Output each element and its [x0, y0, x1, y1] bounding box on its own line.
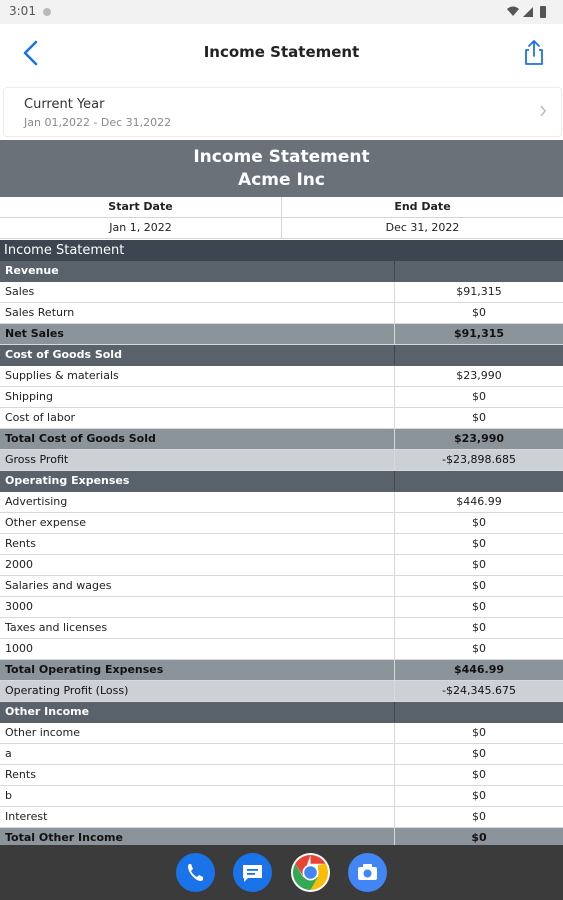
row-label: Total Cost of Goods Sold — [0, 429, 395, 449]
messages-app-button[interactable] — [233, 853, 272, 892]
table-row — [0, 303, 563, 324]
row-label: Salaries and wages — [0, 576, 395, 596]
table-row — [0, 639, 563, 660]
signal-icon — [523, 7, 533, 17]
row-value: $0 — [472, 642, 486, 655]
table-row — [0, 618, 563, 639]
row-label: Other Income — [0, 702, 395, 722]
row-label: 1000 — [0, 639, 395, 659]
row-value: $446.99 — [456, 495, 502, 508]
row-value: $0 — [472, 726, 486, 739]
row-label: Sales Return — [0, 303, 395, 323]
table-row — [0, 786, 563, 807]
table-row — [0, 366, 563, 387]
profit-row — [0, 681, 563, 702]
table-row — [0, 282, 563, 303]
battery-icon — [540, 6, 546, 18]
section-header-row — [0, 345, 563, 366]
share-icon — [517, 36, 551, 70]
row-value: $0 — [472, 306, 486, 319]
row-value — [395, 702, 563, 722]
table-row — [0, 744, 563, 765]
row-label: Cost of Goods Sold — [0, 345, 395, 365]
statement-rows — [0, 261, 563, 845]
row-value: $0 — [472, 789, 486, 802]
table-row — [0, 723, 563, 744]
table-row — [0, 534, 563, 555]
row-value: -$23,898.685 — [442, 453, 516, 466]
statement-title: Income Statement — [0, 240, 563, 261]
chrome-app-button[interactable] — [291, 853, 330, 892]
row-value: $0 — [472, 600, 486, 613]
row-label: Shipping — [0, 387, 395, 407]
row-value: $91,315 — [453, 327, 505, 340]
report-dates-table — [0, 197, 563, 239]
phone-app-button[interactable] — [176, 853, 215, 892]
row-label: Revenue — [0, 261, 395, 281]
total-row — [0, 660, 563, 681]
chrome-icon — [291, 853, 330, 892]
chevron-right-icon — [539, 105, 547, 117]
row-label: Interest — [0, 807, 395, 827]
table-row — [0, 597, 563, 618]
row-value: $0 — [472, 390, 486, 403]
row-label: Cost of labor — [0, 408, 395, 428]
profit-row — [0, 450, 563, 471]
camera-app-button[interactable] — [348, 853, 387, 892]
row-label: Rents — [0, 765, 395, 785]
row-value: $0 — [472, 747, 486, 760]
total-row — [0, 828, 563, 845]
report-header — [0, 140, 563, 197]
table-row — [0, 555, 563, 576]
row-value: -$24,345.675 — [442, 684, 516, 697]
row-value: $0 — [472, 768, 486, 781]
app-header — [0, 24, 563, 82]
start-date-value: Jan 1, 2022 — [0, 218, 282, 238]
row-value: $91,315 — [456, 285, 502, 298]
share-button[interactable] — [517, 36, 551, 70]
status-time: 3:01 — [9, 4, 36, 18]
row-label: Supplies & materials — [0, 366, 395, 386]
table-row — [0, 513, 563, 534]
row-value: $23,990 — [456, 369, 502, 382]
row-label: a — [0, 744, 395, 764]
row-value: $0 — [472, 810, 486, 823]
section-header-row — [0, 471, 563, 492]
table-row — [0, 576, 563, 597]
table-row — [0, 492, 563, 513]
company-name: Acme Inc — [238, 170, 325, 190]
table-row — [0, 387, 563, 408]
end-date-label: End Date — [394, 200, 451, 213]
dates-header-row — [0, 197, 563, 218]
row-value — [395, 471, 563, 491]
section-header-row — [0, 261, 563, 282]
phone-icon — [176, 853, 215, 892]
row-label: Taxes and licenses — [0, 618, 395, 638]
row-label: Net Sales — [0, 324, 395, 344]
section-header-row — [0, 702, 563, 723]
app-dock — [0, 845, 563, 900]
row-label: Sales — [0, 282, 395, 302]
row-label: b — [0, 786, 395, 806]
row-label: Operating Expenses — [0, 471, 395, 491]
row-value: $0 — [472, 516, 486, 529]
row-value — [395, 261, 563, 281]
dates-value-row — [0, 218, 563, 239]
row-value: $0 — [472, 411, 486, 424]
row-value: $0 — [472, 579, 486, 592]
range-label: Current Year — [24, 97, 105, 112]
row-value: $0 — [472, 537, 486, 550]
range-dates: Jan 01,2022 - Dec 31,2022 — [24, 116, 172, 129]
camera-icon — [348, 853, 387, 892]
row-label: Total Operating Expenses — [0, 660, 395, 680]
row-label: 3000 — [0, 597, 395, 617]
row-value — [395, 345, 563, 365]
end-date-value: Dec 31, 2022 — [385, 221, 460, 234]
row-value: $0 — [472, 558, 486, 571]
notification-dot-icon — [43, 8, 51, 16]
start-date-label: Start Date — [0, 197, 282, 217]
row-label: Total Other Income — [0, 828, 395, 845]
row-value: $23,990 — [453, 432, 505, 445]
wifi-icon — [507, 7, 519, 17]
row-label: Rents — [0, 534, 395, 554]
row-value: $0 — [471, 831, 487, 844]
date-range-selector[interactable] — [3, 87, 562, 137]
row-value: $0 — [472, 621, 486, 634]
table-row — [0, 408, 563, 429]
row-label: 2000 — [0, 555, 395, 575]
total-row — [0, 324, 563, 345]
total-row — [0, 429, 563, 450]
row-label: Gross Profit — [0, 450, 395, 470]
income-statement-table[interactable] — [0, 240, 563, 845]
row-label: Advertising — [0, 492, 395, 512]
row-value: $446.99 — [453, 663, 505, 676]
table-row — [0, 807, 563, 828]
row-label: Operating Profit (Loss) — [0, 681, 395, 701]
status-icons — [505, 5, 551, 19]
messages-icon — [233, 853, 272, 892]
page-title: Income Statement — [203, 43, 360, 61]
row-label: Other expense — [0, 513, 395, 533]
report-title: Income Statement — [193, 147, 370, 167]
row-label: Other income — [0, 723, 395, 743]
status-bar — [0, 0, 563, 24]
table-row — [0, 765, 563, 786]
